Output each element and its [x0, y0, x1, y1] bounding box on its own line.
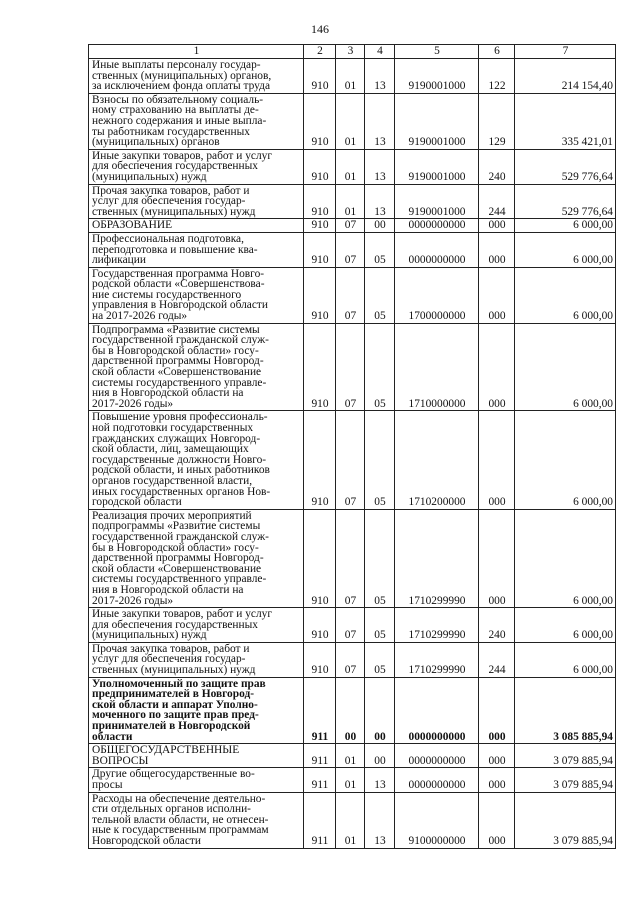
code-subsection: 05	[365, 323, 395, 411]
row-description: Уполномоченный по защите прав предпринимателей в Новгород- ской области и аппарат Уполно- моченного по защите прав пред- принимателей в Новгородской области	[89, 677, 304, 744]
code-target-article: 1710299990	[395, 608, 479, 643]
code-administrator: 910	[304, 267, 336, 323]
code-target-article: 0000000000	[395, 744, 479, 768]
row-description: Взносы по обязательному социаль- ному страхованию на выплаты де- нежного содержания и иные выпла- ты работникам государственных (муниципальных) органов	[89, 93, 304, 149]
amount: 529 776,64	[515, 149, 616, 184]
page-number: 146	[311, 22, 329, 36]
code-administrator: 910	[304, 149, 336, 184]
row-description: Прочая закупка товаров, работ и услуг для обеспечения государ- ственных (муниципальных) нужд	[89, 184, 304, 219]
code-section: 07	[336, 642, 365, 677]
code-expense-type: 240	[479, 149, 515, 184]
code-section: 07	[336, 219, 365, 233]
code-administrator: 911	[304, 768, 336, 792]
code-administrator: 911	[304, 744, 336, 768]
code-section: 07	[336, 608, 365, 643]
amount: 335 421,01	[515, 93, 616, 149]
code-section: 01	[336, 59, 365, 94]
column-header: 7	[515, 45, 616, 59]
column-header: 5	[395, 45, 479, 59]
row-description: Расходы на обеспечение деятельно- сти отдельных органов исполни- тельной власти области, не отнесен- ные к государственным программам Новгородской области	[89, 792, 304, 848]
amount: 3 079 885,94	[515, 744, 616, 768]
table-row	[89, 219, 616, 233]
row-description: ОБЩЕГОСУДАРСТВЕННЫЕ ВОПРОСЫ	[89, 744, 304, 768]
amount: 6 000,00	[515, 232, 616, 267]
code-target-article: 1710299990	[395, 509, 479, 607]
code-expense-type: 000	[479, 792, 515, 848]
code-target-article: 9190001000	[395, 93, 479, 149]
code-subsection: 05	[365, 509, 395, 607]
row-description: Иные закупки товаров, работ и услуг для обеспечения государственных (муниципальных) нужд	[89, 608, 304, 643]
code-expense-type: 000	[479, 232, 515, 267]
table-row	[89, 509, 616, 607]
code-section: 07	[336, 323, 365, 411]
column-header: 3	[336, 45, 365, 59]
code-subsection: 13	[365, 184, 395, 219]
code-target-article: 9190001000	[395, 149, 479, 184]
table-row	[89, 323, 616, 411]
table-row	[89, 59, 616, 94]
row-description: Иные закупки товаров, работ и услуг для обеспечения государственных (муниципальных) нужд	[89, 149, 304, 184]
table-row	[89, 642, 616, 677]
code-section: 01	[336, 744, 365, 768]
code-target-article: 9190001000	[395, 59, 479, 94]
code-administrator: 910	[304, 411, 336, 509]
amount: 3 079 885,94	[515, 768, 616, 792]
row-description: Иные выплаты персоналу государ- ственных (муниципальных) органов, за исключением фонда оплаты труда	[89, 59, 304, 94]
row-description: Повышение уровня профессиональ- ной подготовки государственных гражданских служащих Новгород- ской области, лиц, замещающих государственные должности Новго- родской области, и иных работников органов государственной власти, иных государственных органов Нов- городской области	[89, 411, 304, 509]
table-row	[89, 744, 616, 768]
code-subsection: 05	[365, 642, 395, 677]
amount: 3 079 885,94	[515, 792, 616, 848]
code-expense-type: 129	[479, 93, 515, 149]
code-expense-type: 244	[479, 642, 515, 677]
table-row	[89, 608, 616, 643]
code-expense-type: 000	[479, 411, 515, 509]
code-section: 01	[336, 149, 365, 184]
row-description: Реализация прочих мероприятий подпрограммы «Развитие системы государственной гражданской служ- бы в Новгородской области» госу- дарственной программы Новгород- ской области «Совершенствование системы государственного управле- ния в Новгородской области на 2017-2026 годы»	[89, 509, 304, 607]
code-expense-type: 000	[479, 677, 515, 744]
code-administrator: 910	[304, 219, 336, 233]
amount: 6 000,00	[515, 642, 616, 677]
code-section: 07	[336, 509, 365, 607]
code-administrator: 910	[304, 323, 336, 411]
code-subsection: 13	[365, 149, 395, 184]
row-description: ОБРАЗОВАНИЕ	[89, 219, 304, 233]
code-administrator: 910	[304, 642, 336, 677]
table-row	[89, 232, 616, 267]
code-expense-type: 000	[479, 744, 515, 768]
table-header-row	[89, 45, 616, 59]
row-description: Прочая закупка товаров, работ и услуг для обеспечения государ- ственных (муниципальных) нужд	[89, 642, 304, 677]
code-subsection: 00	[365, 219, 395, 233]
amount: 6 000,00	[515, 509, 616, 607]
amount: 3 085 885,94	[515, 677, 616, 744]
code-section: 07	[336, 267, 365, 323]
table-row	[89, 93, 616, 149]
table-row	[89, 184, 616, 219]
code-expense-type: 240	[479, 608, 515, 643]
code-target-article: 0000000000	[395, 219, 479, 233]
code-expense-type: 244	[479, 184, 515, 219]
code-section: 01	[336, 768, 365, 792]
code-section: 00	[336, 677, 365, 744]
code-section: 07	[336, 232, 365, 267]
code-target-article: 1710000000	[395, 323, 479, 411]
code-subsection: 13	[365, 93, 395, 149]
code-administrator: 910	[304, 509, 336, 607]
code-section: 01	[336, 792, 365, 848]
code-subsection: 13	[365, 768, 395, 792]
column-header: 4	[365, 45, 395, 59]
column-header: 1	[89, 45, 304, 59]
code-section: 07	[336, 411, 365, 509]
row-description: Подпрограмма «Развитие системы государственной гражданской служ- бы в Новгородской области» госу- дарственной программы Новгород- ской области «Совершенствование системы государственного управле- ния в Новгородской области на 2017-2026 годы»	[89, 323, 304, 411]
code-target-article: 9100000000	[395, 792, 479, 848]
code-expense-type: 000	[479, 768, 515, 792]
table-row	[89, 768, 616, 792]
row-description: Профессиональная подготовка, переподготовка и повышение ква- лификации	[89, 232, 304, 267]
table-body	[89, 45, 616, 849]
table-row	[89, 149, 616, 184]
code-target-article: 1710200000	[395, 411, 479, 509]
code-subsection: 00	[365, 744, 395, 768]
code-administrator: 910	[304, 232, 336, 267]
code-expense-type: 000	[479, 267, 515, 323]
amount: 6 000,00	[515, 411, 616, 509]
code-target-article: 9190001000	[395, 184, 479, 219]
amount: 529 776,64	[515, 184, 616, 219]
code-administrator: 910	[304, 59, 336, 94]
row-description: Государственная программа Новго- родской области «Совершенствова- ние системы государственного управления в Новгородской области на 2017-2026 годы»	[89, 267, 304, 323]
amount: 6 000,00	[515, 323, 616, 411]
code-expense-type: 000	[479, 219, 515, 233]
code-expense-type: 000	[479, 323, 515, 411]
code-administrator: 910	[304, 93, 336, 149]
code-subsection: 05	[365, 232, 395, 267]
table-row	[89, 677, 616, 744]
code-administrator: 911	[304, 677, 336, 744]
amount: 6 000,00	[515, 267, 616, 323]
code-administrator: 910	[304, 608, 336, 643]
code-target-article: 1710299990	[395, 642, 479, 677]
code-target-article: 0000000000	[395, 677, 479, 744]
code-administrator: 910	[304, 184, 336, 219]
code-subsection: 05	[365, 608, 395, 643]
row-description: Другие общегосударственные во- просы	[89, 768, 304, 792]
amount: 6 000,00	[515, 219, 616, 233]
column-header: 2	[304, 45, 336, 59]
code-subsection: 05	[365, 411, 395, 509]
code-expense-type: 122	[479, 59, 515, 94]
code-subsection: 13	[365, 59, 395, 94]
code-section: 01	[336, 93, 365, 149]
code-subsection: 13	[365, 792, 395, 848]
code-target-article: 0000000000	[395, 232, 479, 267]
code-expense-type: 000	[479, 509, 515, 607]
code-subsection: 05	[365, 267, 395, 323]
code-section: 01	[336, 184, 365, 219]
amount: 6 000,00	[515, 608, 616, 643]
code-target-article: 1700000000	[395, 267, 479, 323]
code-subsection: 00	[365, 677, 395, 744]
column-header: 6	[479, 45, 515, 59]
amount: 214 154,40	[515, 59, 616, 94]
code-target-article: 0000000000	[395, 768, 479, 792]
table-row	[89, 267, 616, 323]
table-row	[89, 792, 616, 848]
table-row	[89, 411, 616, 509]
code-administrator: 911	[304, 792, 336, 848]
budget-table	[88, 44, 616, 849]
